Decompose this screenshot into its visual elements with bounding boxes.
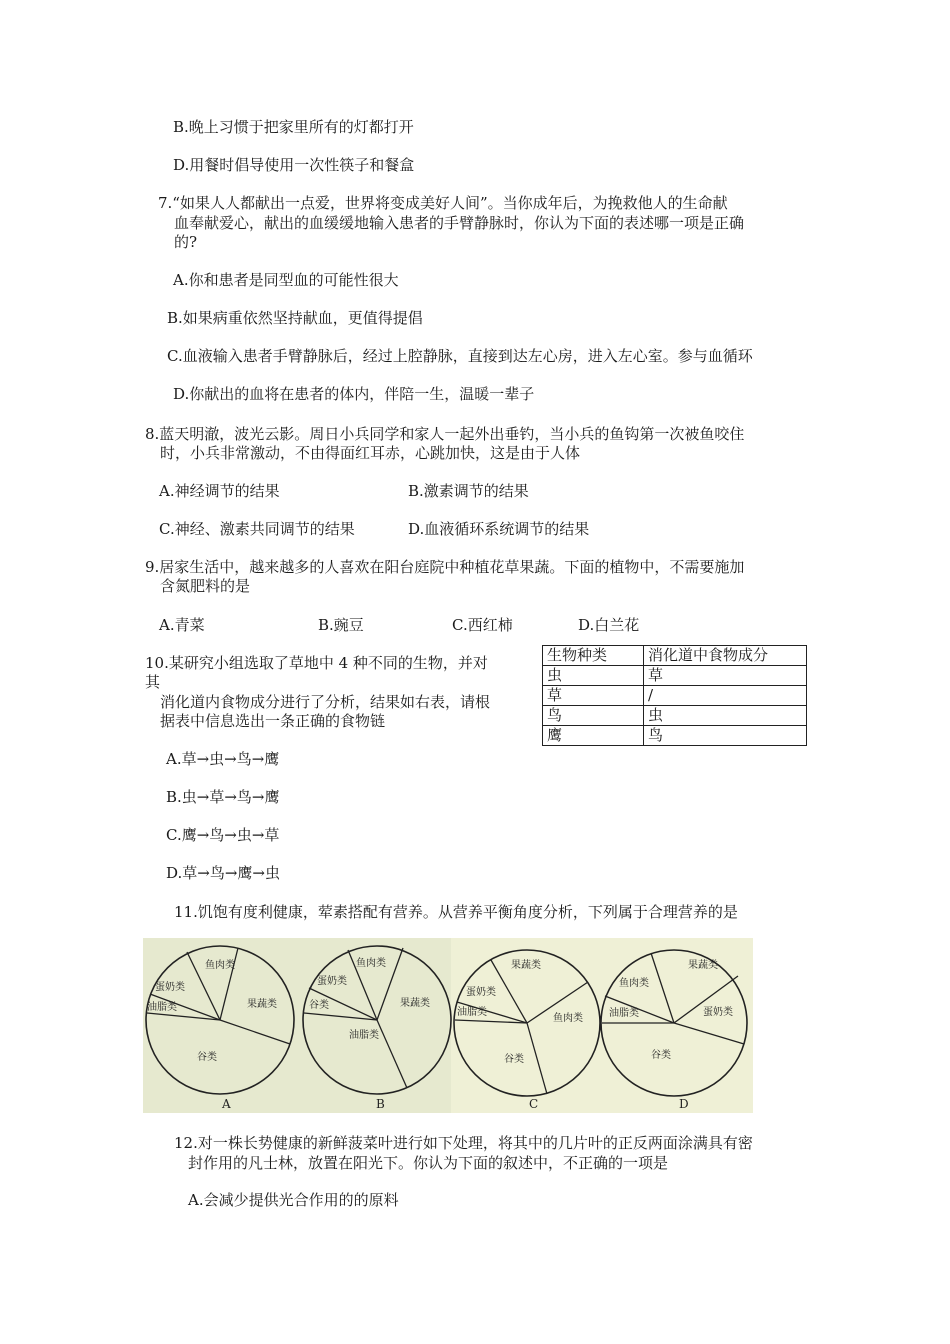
q10-option-a: A.草→虫→鸟→鹰 bbox=[166, 750, 280, 768]
pie-a-letter: A bbox=[222, 1097, 231, 1111]
table-row bbox=[543, 666, 807, 686]
diet-pie-charts-figure bbox=[143, 938, 753, 1113]
table-cell: 虫 bbox=[543, 666, 644, 686]
pie-d-label: 油脂类 bbox=[609, 1008, 639, 1019]
pie-b-label: 蛋奶类 bbox=[317, 976, 347, 987]
pie-b-label: 鱼肉类 bbox=[356, 958, 386, 969]
q9-option-b: B.豌豆 bbox=[318, 616, 364, 634]
q10-stem-line1: 10.某研究小组选取了草地中 4 种不同的生物，并对 bbox=[145, 654, 488, 672]
pie-d-label: 果蔬类 bbox=[688, 960, 718, 971]
table-header-row bbox=[543, 646, 807, 666]
pie-a-label: 果蔬类 bbox=[247, 999, 277, 1010]
q9-stem-line1: 9.居家生活中，越来越多的人喜欢在阳台庭院中种植花草果蔬。下面的植物中，不需要施加 bbox=[145, 558, 745, 576]
q6-option-d: D.用餐时倡导使用一次性筷子和餐盒 bbox=[173, 156, 415, 174]
q9-option-d: D.白兰花 bbox=[578, 616, 640, 634]
q12-stem-line1: 12.对一株长势健康的新鲜菠菜叶进行如下处理，将其中的几片叶的正反两面涂满具有密 bbox=[174, 1134, 753, 1152]
table-row bbox=[543, 686, 807, 706]
q8-option-c: C.神经、激素共同调节的结果 bbox=[159, 520, 355, 538]
table-row bbox=[543, 706, 807, 726]
pie-d-label: 鱼肉类 bbox=[619, 978, 649, 989]
pie-c-label: 蛋奶类 bbox=[466, 987, 496, 998]
pie-b-letter: B bbox=[376, 1097, 385, 1111]
q12-stem-line2: 封作用的凡士林，放置在阳光下。你认为下面的叙述中，不正确的一项是 bbox=[188, 1154, 669, 1172]
pie-a-label: 鱼肉类 bbox=[205, 960, 235, 971]
food-composition-table bbox=[542, 645, 807, 746]
pie-b-label: 油脂类 bbox=[349, 1030, 379, 1041]
q9-option-a: A.青菜 bbox=[159, 616, 205, 634]
q8-option-b: B.激素调节的结果 bbox=[408, 482, 529, 500]
pie-a-label: 蛋奶类 bbox=[155, 982, 185, 993]
table-cell: / bbox=[644, 686, 807, 706]
q7-stem-line1: 7.“如果人人都献出一点爱，世界将变成美好人间”。当你成年后，为挽救他人的生命献 bbox=[158, 194, 728, 212]
q7-option-c: C.血液输入患者手臂静脉后，经过上腔静脉，直接到达左心房，进入左心室。参与血循环 bbox=[167, 347, 753, 365]
pie-d-label: 谷类 bbox=[651, 1050, 671, 1061]
q6-option-b: B.晚上习惯于把家里所有的灯都打开 bbox=[173, 118, 414, 136]
q7-stem-line3: 的? bbox=[174, 233, 198, 251]
pie-c-label: 果蔬类 bbox=[511, 960, 541, 971]
table-cell: 鸟 bbox=[644, 726, 807, 746]
pie-c-letter: C bbox=[529, 1097, 539, 1111]
table-cell: 草 bbox=[644, 666, 807, 686]
table-cell: 鹰 bbox=[543, 726, 644, 746]
pie-b-label: 果蔬类 bbox=[400, 998, 430, 1009]
q12-option-a: A.会减少提供光合作用的的原料 bbox=[188, 1191, 399, 1209]
pie-d-label: 蛋奶类 bbox=[703, 1007, 733, 1018]
q8-stem-line2: 时，小兵非常激动，不由得面红耳赤，心跳加快，这是由于人体 bbox=[160, 444, 581, 462]
q11-stem-line1: 11.饥饱有度利健康，荤素搭配有营养。从营养平衡角度分析，下列属于合理营养的是 bbox=[174, 903, 738, 921]
q10-stem-line2: 消化道内食物成分进行了分析，结果如右表，请根 bbox=[160, 693, 491, 711]
q7-option-a: A.你和患者是同型血的可能性很大 bbox=[173, 271, 399, 289]
pie-b-label: 谷类 bbox=[309, 1000, 329, 1011]
q7-stem-line2: 血奉献爱心，献出的血缓缓地输入患者的手臂静脉时，你认为下面的表述哪一项是正确 bbox=[174, 214, 745, 232]
q8-option-a: A.神经调节的结果 bbox=[159, 482, 280, 500]
q10-stem-line3: 据表中信息选出一条正确的食物链 bbox=[160, 712, 386, 730]
q9-stem-line2: 含氮肥料的是 bbox=[160, 577, 251, 595]
q8-stem-line1: 8.蓝天明澈，波光云影。周日小兵同学和家人一起外出垂钓，当小兵的鱼钩第一次被鱼咬住 bbox=[145, 425, 745, 443]
table-header-cell: 消化道中食物成分 bbox=[644, 646, 807, 666]
pie-a-label: 油脂类 bbox=[147, 1002, 177, 1013]
q8-option-d: D.血液循环系统调节的结果 bbox=[408, 520, 590, 538]
q9-option-c: C.西红柿 bbox=[452, 616, 513, 634]
pie-c-label: 谷类 bbox=[504, 1054, 524, 1065]
table-header-cell: 生物种类 bbox=[543, 646, 644, 666]
pie-c-label: 油脂类 bbox=[457, 1007, 487, 1018]
q10-option-b: B.虫→草→鸟→鹰 bbox=[166, 788, 280, 806]
pie-c-label: 鱼肉类 bbox=[553, 1013, 583, 1024]
pie-d-letter: D bbox=[679, 1097, 689, 1111]
table-cell: 虫 bbox=[644, 706, 807, 726]
q10-option-d: D.草→鸟→鹰→虫 bbox=[166, 864, 280, 882]
pie-a-label: 谷类 bbox=[197, 1052, 217, 1063]
table-row bbox=[543, 726, 807, 746]
table-cell: 鸟 bbox=[543, 706, 644, 726]
q7-option-b: B.如果病重依然坚持献血，更值得提倡 bbox=[167, 309, 423, 327]
q10-option-c: C.鹰→鸟→虫→草 bbox=[166, 826, 280, 844]
q10-stem-line1b: 其 bbox=[145, 673, 161, 691]
table-cell: 草 bbox=[543, 686, 644, 706]
q7-option-d: D.你献出的血将在患者的体内，伴陪一生，温暖一辈子 bbox=[173, 385, 535, 403]
